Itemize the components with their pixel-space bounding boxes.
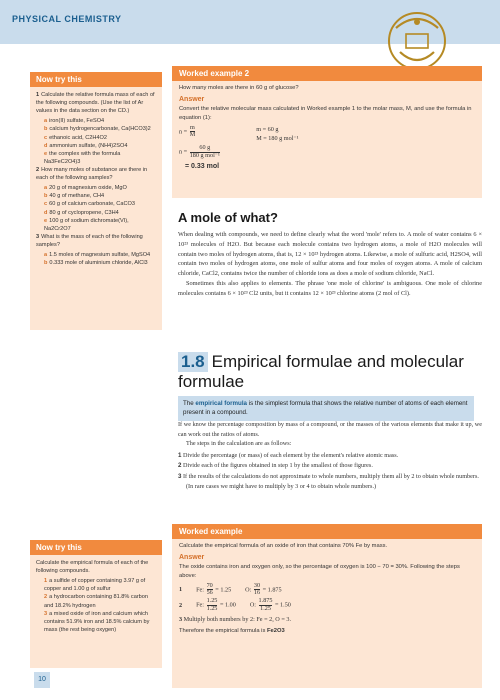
- question-2c: c 60 g of calcium carbonate, CaCO3: [44, 201, 135, 208]
- worked-example-title: Worked example 2: [172, 66, 482, 81]
- result: = 0.33 mol: [185, 162, 220, 170]
- worked-example-empirical: [172, 524, 482, 688]
- question-2d: d 80 g of cyclopropene, C3H4: [44, 209, 119, 216]
- running-header: PHYSICAL CHEMISTRY: [12, 14, 122, 24]
- section-number: 1.8: [178, 352, 208, 372]
- worked-example-2: [172, 66, 482, 198]
- question-3: 3 What is the mass of each of the following samples?: [36, 233, 143, 248]
- now-try-this-box-1: [30, 72, 162, 330]
- answer-text: The oxide contains iron and oxygen only, so the percentage of oxygen is 100 − 70 = 30%. Following the steps above:: [179, 564, 460, 579]
- section-heading-1-8: [178, 352, 478, 391]
- section-title: Empirical formulae and molecular formulae: [178, 352, 464, 391]
- question-2b: b 40 g of methane, CH4: [44, 193, 105, 200]
- worked-example-question: How many moles are there in 60 g of glucose?: [179, 85, 299, 91]
- conclusion: Therefore the empirical formula is Fe2O3: [179, 628, 285, 635]
- mole-paragraph-1: When dealing with compounds, we need to define clearly what the word 'mole' refers to. A mole of water contains 6 × 10²³ molecules of H2O. But because each molecule contains two hydrogen atoms, a mole of H2O molecules will contain two moles of hydrogen atoms, that is, 12 × 10²³ hydrogen atoms. Likewise, a mole of sulfuric acid, H2SO4, will contain two moles of hydrogen atoms, one mole of sulfur atoms and four moles of oxygen atoms. A mole of calcium chloride, CaCl2, contains twice the number of chloride ions as does a mole of sodium chloride, NaCl.: [178, 231, 482, 277]
- intro-paragraph-2: The steps in the calculation are as follows:: [186, 440, 292, 448]
- intro-paragraph: If we know the percentage composition by mass of a compound, or the masses of the various elements that make it up, we can work out the ratios of atoms.: [178, 421, 482, 438]
- calc-step-1: 1 Fe: $\frac{70}{56}$ = 1.25 O: $\frac{30}{16}$ = 1.875: [179, 581, 282, 597]
- sidebar-title: Now try this: [30, 72, 162, 87]
- question-2: 2 How many moles of substance are there in each of the following samples?: [36, 166, 148, 182]
- step-2: 2 Divide each of the figures obtained in step 1 by the smallest of those figures.: [178, 462, 373, 470]
- worked-example-title: Worked example: [172, 524, 482, 539]
- worked-example-body: [172, 539, 482, 639]
- answer-text: Convert the relative molecular mass calculated in Worked example 1 to the molar mass, M, and use the formula in equation (1):: [179, 106, 472, 121]
- calc-step-3: 3 Multiply both numbers by 2: Fe = 2, O = 3.: [179, 615, 291, 623]
- step-1: 1 Divide the percentage (or mass) of each element by the element's relative atomic mass.: [178, 451, 399, 459]
- empirical-steps: [178, 420, 482, 492]
- answer-label: Answer: [179, 95, 205, 103]
- question-1: 1 Calculate the relative formula mass of each of the following compounds. (Use the list of Ar values in the data section on the CD.): [36, 92, 155, 115]
- worked-example-body: [172, 81, 482, 175]
- mole-paragraph-2: Sometimes this also applies to elements. The phrase 'one mole of chlorine' is ambiguous. One mole of chlorine molecules contains 6 × 10²³ Cl2 units, but it contains 12 × 10²³ chlorine atoms (2 mol of Cl).: [178, 279, 482, 297]
- exercise-c: 3 a mixed oxide of iron and calcium which contains 51.9% iron and 18.5% calcium by mass (the rest being oxygen): [44, 610, 150, 633]
- formula-row: [179, 125, 475, 144]
- mole-paragraphs: [178, 230, 482, 298]
- question-2a: a 20 g of magnesium oxide, MgO: [44, 185, 127, 192]
- sidebar-body: [30, 87, 162, 271]
- section-heading-mole: A mole of what?: [178, 210, 278, 225]
- question-1d: d ammonium sulfate, (NH4)2SO4: [44, 142, 128, 149]
- now-try-this-box-2: [30, 540, 162, 668]
- exercise-a: 1 a sulfide of copper containing 3.97 g of copper and 1.00 g of sulfur: [44, 578, 146, 593]
- ornament-icon: [382, 8, 452, 74]
- sidebar-body: [30, 555, 162, 638]
- definition-box: The empirical formula is the simplest formula that shows the relative number of atoms of each element present in a compound.: [178, 396, 474, 421]
- question-1a: a iron(II) sulfate, FeSO4: [44, 118, 105, 125]
- sidebar2-intro: Calculate the empirical formula of each of the following compounds.: [36, 560, 149, 575]
- question-3b: b 0.333 mole of aluminium chloride, AlCl3: [44, 260, 148, 267]
- substitution: n = $\frac{60 g}{\text{180 g mol⁻¹}}$: [179, 144, 220, 159]
- worked-example-question: Calculate the empirical formula of an oxide of iron that contains 70% Fe by mass.: [179, 543, 388, 549]
- given-values: m = 60 g M = 180 g mol⁻¹: [256, 125, 299, 142]
- defined-term: empirical formula: [195, 400, 247, 407]
- step-3: 3 If the results of the calculations do not approximate to whole numbers, multiply them all by 2 to obtain whole numbers. (In rare cases we might have to multiply by 3 or 4 to obtain whole numbers.): [178, 473, 479, 490]
- calc-step-2: 2 Fe: $\frac{1.25}{1.25}$ = 1.00 O: $\frac{1.875}{1.25}$ = 1.50: [179, 597, 291, 612]
- exercise-b: 2 a hydrocarbon containing 81.8% carbon and 18.2% hydrogen: [44, 594, 149, 609]
- question-3a: a 1.5 moles of magnesium sulfate, MgSO4: [44, 252, 151, 259]
- empirical-formula: Fe2O3: [266, 628, 285, 635]
- question-2e: e 100 g of sodium dichromate(VI), Na2Cr2O7: [44, 217, 129, 232]
- question-1b: b calcium hydrogencarbonate, Ca(HCO3)2: [44, 126, 151, 133]
- formula-n: n = $\frac{m}{M}$: [179, 123, 196, 139]
- page-number: 10: [34, 672, 50, 688]
- sidebar-title: Now try this: [30, 540, 162, 555]
- question-1c: c ethanoic acid, C2H4O2: [44, 134, 107, 141]
- answer-label: Answer: [179, 553, 205, 561]
- question-1e: e the complex with the formula Na3FeC2O4)3: [44, 150, 121, 165]
